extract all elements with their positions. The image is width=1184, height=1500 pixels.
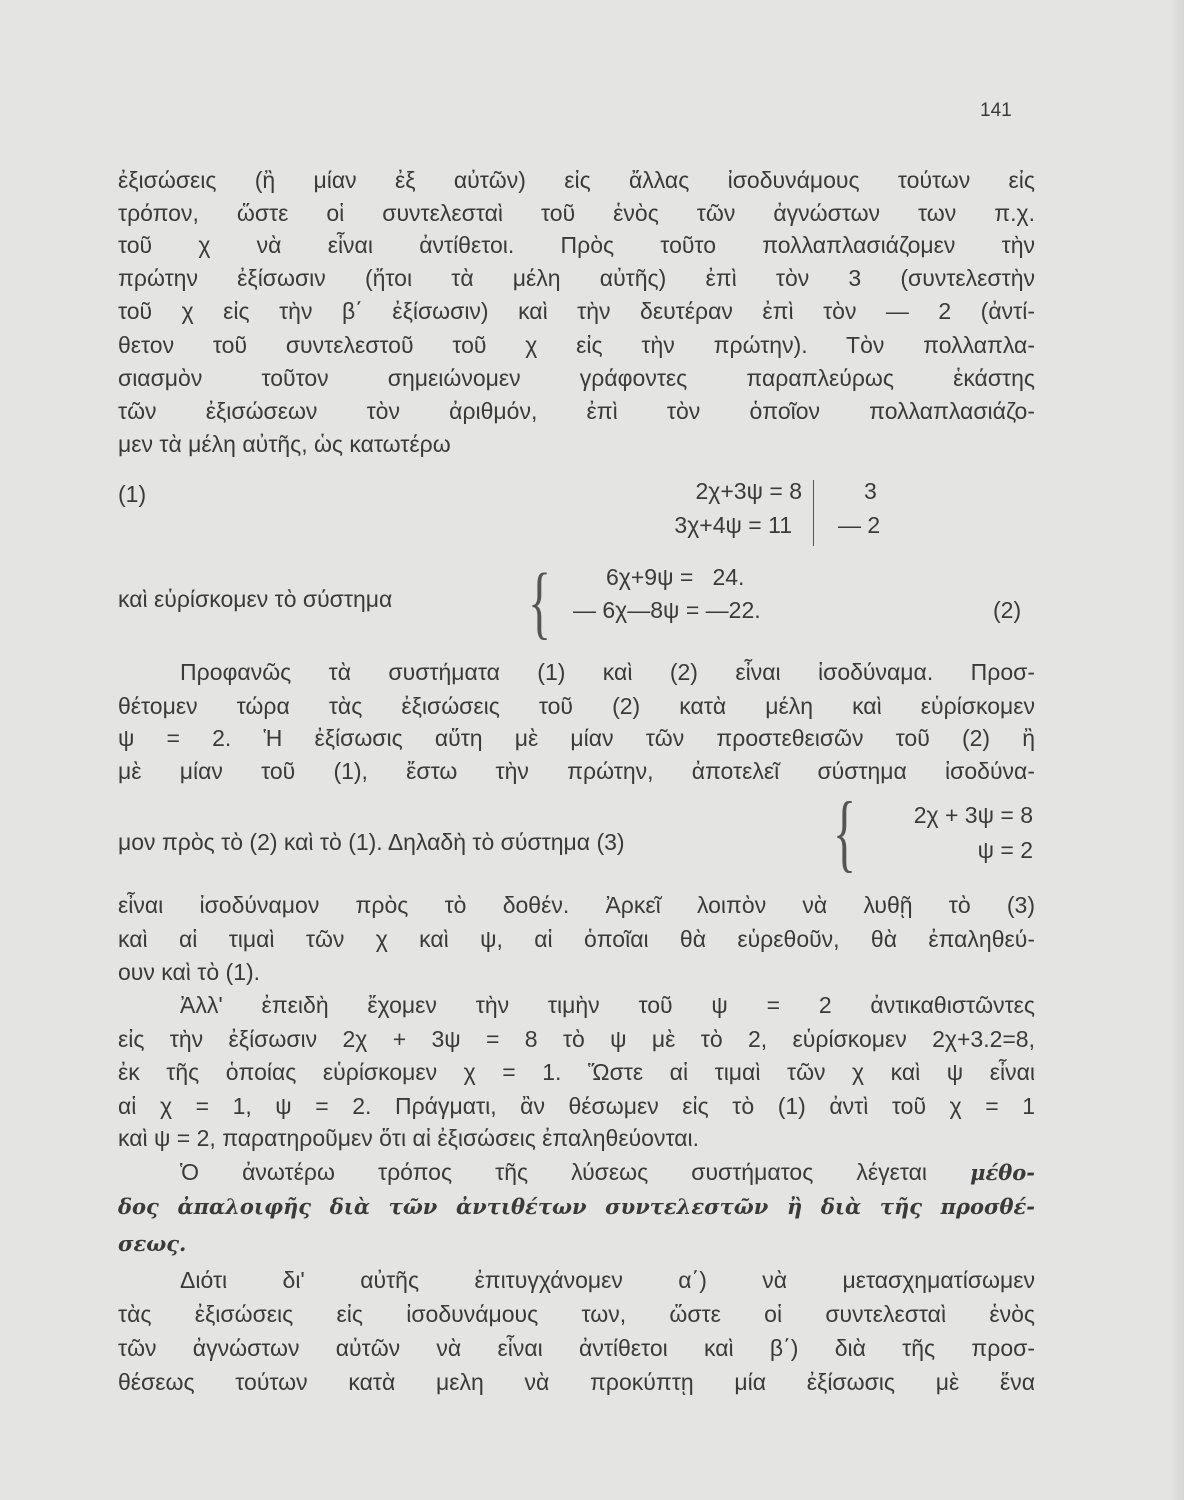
text-line: Προφανῶς τὰ συστήματα (1) καὶ (2) εἶναι ἰσοδύναμα. Προσ- [180,659,1035,685]
text-line: μεν τὰ μέλη αὐτῆς, ὡς κατωτέρω [118,431,451,457]
text-line: καὶ ψ = 2, παρατηροῦμεν ὅτι αἱ ἐξισώσεις ἐπαληθεύονται. [118,1125,700,1151]
text-line: μον πρὸς τὸ (2) καὶ τὸ (1). Δηλαδὴ τὸ σύστημα (3) [118,829,625,855]
equation: 2χ+3ψ = 8 [695,478,802,504]
equation: — 6χ—8ψ = —22. [573,597,761,623]
multiplier-divider [813,480,814,546]
system-label: (2) [993,597,1022,623]
emphasized-term: σεως. [118,1231,187,1256]
equation: 2χ + 3ψ = 8 [913,802,1033,828]
brace-icon: { [528,557,552,648]
text-line: καὶ αἱ τιμαὶ τῶν χ καὶ ψ, αἱ ὁποῖαι θὰ εὑρεθοῦν, θὰ ἐπαληθεύ- [118,926,1035,952]
text-line: τοῦ χ εἰς τὴν β΄ ἐξίσωσιν) καὶ τὴν δευτέραν ἐπὶ τὸν — 2 (ἀντί- [118,298,1035,324]
system-label: (1) [118,481,147,507]
text-line: τρόπον, ὥστε οἱ συντελεσταὶ τοῦ ἑνὸς τῶν ἀγνώστων των π.χ. [118,200,1035,226]
text-line: ἐξισώσεις (ἢ μίαν ἐξ αὐτῶν) εἰς ἄλλας ἰσοδυνάμους τούτων εἰς [118,167,1035,193]
system-intro: καὶ εὑρίσκομεν τὸ σύστημα [118,586,393,612]
brace-icon: { [833,785,857,882]
text-line: Ἀλλ' ἐπειδὴ ἔχομεν τὴν τιμὴν τοῦ ψ = 2 ἀντικαθιστῶντες [180,992,1035,1018]
text-line: πρώτην ἐξίσωσιν (ἤτοι τὰ μέλη αὐτῆς) ἐπὶ τὸν 3 (συντελεστὴν [118,265,1035,291]
emphasized-term: δος ἀπαλοιφῆς διὰ τῶν ἀντιθέτων συντελεστῶν ἢ διὰ τῆς προσθέ- [118,1194,1035,1219]
text-line: ἐκ τῆς ὁποίας εὑρίσκομεν χ = 1. Ὥστε αἱ τιμαὶ τῶν χ καὶ ψ εἶναι [118,1059,1035,1085]
text-line: ψ = 2. Ἡ ἐξίσωσις αὕτη μὲ μίαν τῶν προστεθεισῶν τοῦ (2) ἢ [118,725,1035,751]
equation: 6χ+9ψ = 24. [606,564,745,590]
text-line: εἶναι ἰσοδύναμον πρὸς τὸ δοθέν. Ἀρκεῖ λοιπὸν νὰ λυθῇ τὸ (3) [118,892,1035,918]
text-line: θετον τοῦ συντελεστοῦ τοῦ χ εἰς τὴν πρώτην). Τὸν πολλαπλα- [118,332,1035,358]
text-line: θέτομεν τώρα τὰς ἐξισώσεις τοῦ (2) κατὰ μέλη καὶ εὑρίσκομεν [118,693,1035,719]
text-line: μὲ μίαν τοῦ (1), ἔστω τὴν πρώτην, ἀποτελεῖ σύστημα ἰσοδύνα- [118,758,1035,784]
page-number: 141 [980,100,1012,121]
text-line: τοῦ χ νὰ εἶναι ἀντίθετοι. Πρὸς τοῦτο πολλαπλασιάζομεν τὴν [118,232,1035,258]
text-line: εἰς τὴν ἐξίσωσιν 2χ + 3ψ = 8 τὸ ψ μὲ τὸ 2, εὑρίσκομεν 2χ+3.2=8, [118,1026,1035,1052]
emphasized-term: μέθο- [970,1160,1035,1185]
equation: ψ = 2 [977,837,1033,863]
equation: 3χ+4ψ = 11 [674,512,792,538]
multiplier: — 2 [838,512,881,538]
text-line: τῶν ἐξισώσεων τὸν ἀριθμόν, ἐπὶ τὸν ὁποῖον πολλαπλασιάζο- [118,398,1035,424]
text-line: τῶν ἀγνώστων αὐτῶν νὰ εἶναι ἀντίθετοι καὶ β΄) διὰ τῆς προσ- [118,1335,1035,1361]
page-edge [1170,0,1184,1500]
text-line: ουν καὶ τὸ (1). [118,959,261,985]
text-line: σιασμὸν τοῦτον σημειώνομεν γράφοντες παραπλεύρως ἑκάστης [118,365,1035,391]
text-line [180,1158,1035,1187]
multiplier: 3 [864,478,877,504]
text-line: Διότι δι' αὐτῆς ἐπιτυγχάνομεν α΄) νὰ μετασχηματίσωμεν [180,1267,1035,1293]
text-line: αἱ χ = 1, ψ = 2. Πράγματι, ἂν θέσωμεν εἰς τὸ (1) ἀντὶ τοῦ χ = 1 [118,1093,1035,1119]
text-line: τὰς ἐξισώσεις εἰς ἰσοδυνάμους των, ὥστε οἱ συντελεσταὶ ἑνὸς [118,1301,1035,1327]
text-line: θέσεως τούτων κατὰ μελη νὰ προκύπτῃ μία ἐξίσωσις μὲ ἕνα [118,1369,1035,1395]
text-segment: Ὁ ἀνωτέρω τρόπος τῆς λύσεως συστήματος λέγεται [180,1159,971,1185]
